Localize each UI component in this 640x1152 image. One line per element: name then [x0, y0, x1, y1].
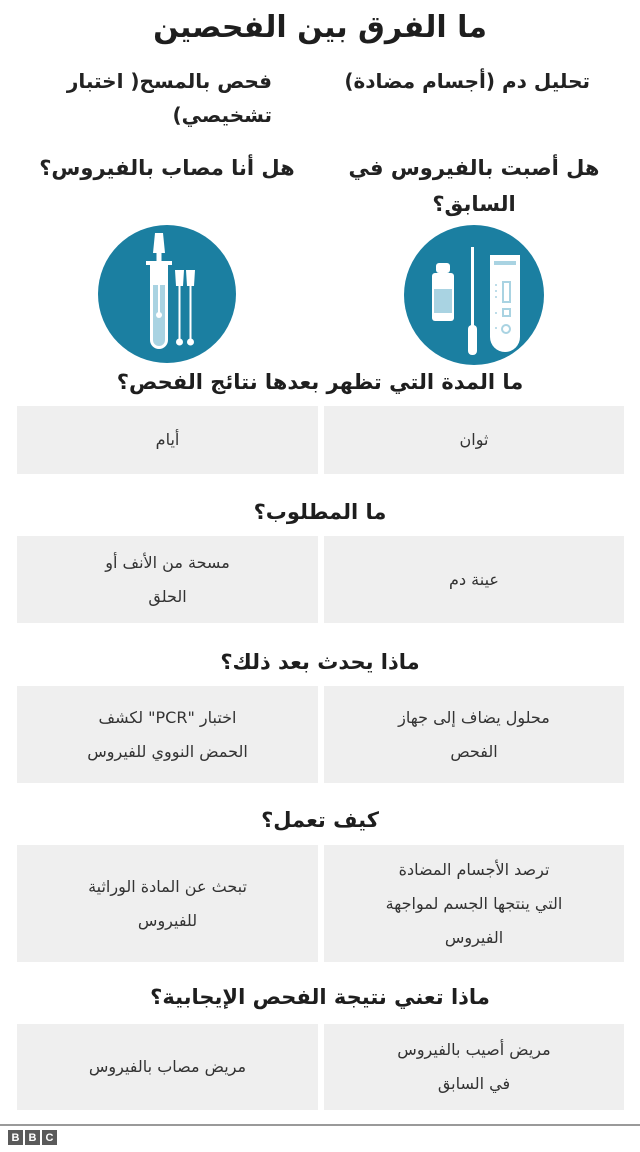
cell-text: الحمض النووي للفيروس	[87, 741, 248, 761]
cell-blood-how-it-works	[324, 845, 624, 962]
bbc-logo-letter: B	[8, 1130, 23, 1145]
cell-swab-next-step	[17, 686, 318, 783]
cell-text: مريض أصيب بالفيروس	[397, 1040, 551, 1059]
cell-text: مريض مصاب بالفيروس	[88, 1057, 247, 1076]
cell-blood-duration	[324, 406, 624, 474]
cell-text: أيام	[155, 430, 180, 449]
cell-text: مسحة من الأنف أو	[105, 552, 230, 572]
swab-test-heading-line1: فحص بالمسح( اختبار	[66, 69, 272, 93]
cell-swab-requirement	[17, 536, 318, 623]
cell-text: اختبار "PCR" لكشف	[98, 707, 237, 727]
cell-text: للفيروس	[137, 910, 198, 930]
swab-test-question: هل أنا مصاب بالفيروس؟	[39, 156, 295, 180]
cell-blood-positive-result	[324, 1024, 624, 1110]
cell-text: الفيروس	[444, 927, 504, 947]
cell-swab-positive-result	[17, 1024, 318, 1110]
cell-text: الفحص	[450, 741, 498, 761]
antibody-test-kit-icon	[404, 225, 544, 365]
section-title-requirement: ما المطلوب؟	[253, 500, 387, 524]
swab-test-tube-icon	[98, 225, 236, 363]
cell-blood-requirement	[324, 536, 624, 623]
blood-test-heading: تحليل دم (أجسام مضادة)	[344, 69, 590, 93]
blood-test-question-line2: السابق؟	[432, 192, 516, 216]
page-title: ما الفرق بين الفحصين	[153, 10, 487, 45]
footer-divider	[0, 1124, 640, 1126]
cell-text: عينة دم	[449, 569, 499, 589]
cell-text: تبحث عن المادة الوراثية	[88, 876, 247, 896]
cell-text: ترصد الأجسام المضادة	[398, 859, 550, 879]
bbc-logo-letter: B	[25, 1130, 40, 1145]
cell-text: في السابق	[437, 1074, 511, 1093]
section-title-positive-result: ماذا تعني نتيجة الفحص الإيجابية؟	[150, 985, 490, 1009]
section-title-next-step: ماذا يحدث بعد ذلك؟	[220, 650, 420, 674]
cell-swab-how-it-works	[17, 845, 318, 962]
blood-test-question-line1: هل أصبت بالفيروس في	[348, 156, 600, 180]
section-title-duration: ما المدة التي تظهر بعدها نتائج الفحص؟	[116, 370, 524, 394]
swab-test-heading	[22, 64, 272, 132]
blood-test-question	[324, 150, 624, 222]
swab-test-heading-line2: تشخيصي)	[172, 103, 272, 127]
bbc-logo-letter: C	[42, 1130, 57, 1145]
bbc-logo	[8, 1130, 57, 1145]
cell-swab-duration	[17, 406, 318, 474]
cell-text: التي ينتجها الجسم لمواجهة	[385, 893, 563, 913]
cell-text: ثوان	[459, 430, 489, 449]
cell-blood-next-step	[324, 686, 624, 783]
section-title-how-it-works: كيف تعمل؟	[261, 808, 379, 832]
cell-text: محلول يضاف إلى جهاز	[398, 707, 550, 727]
cell-text: الحلق	[148, 586, 187, 606]
